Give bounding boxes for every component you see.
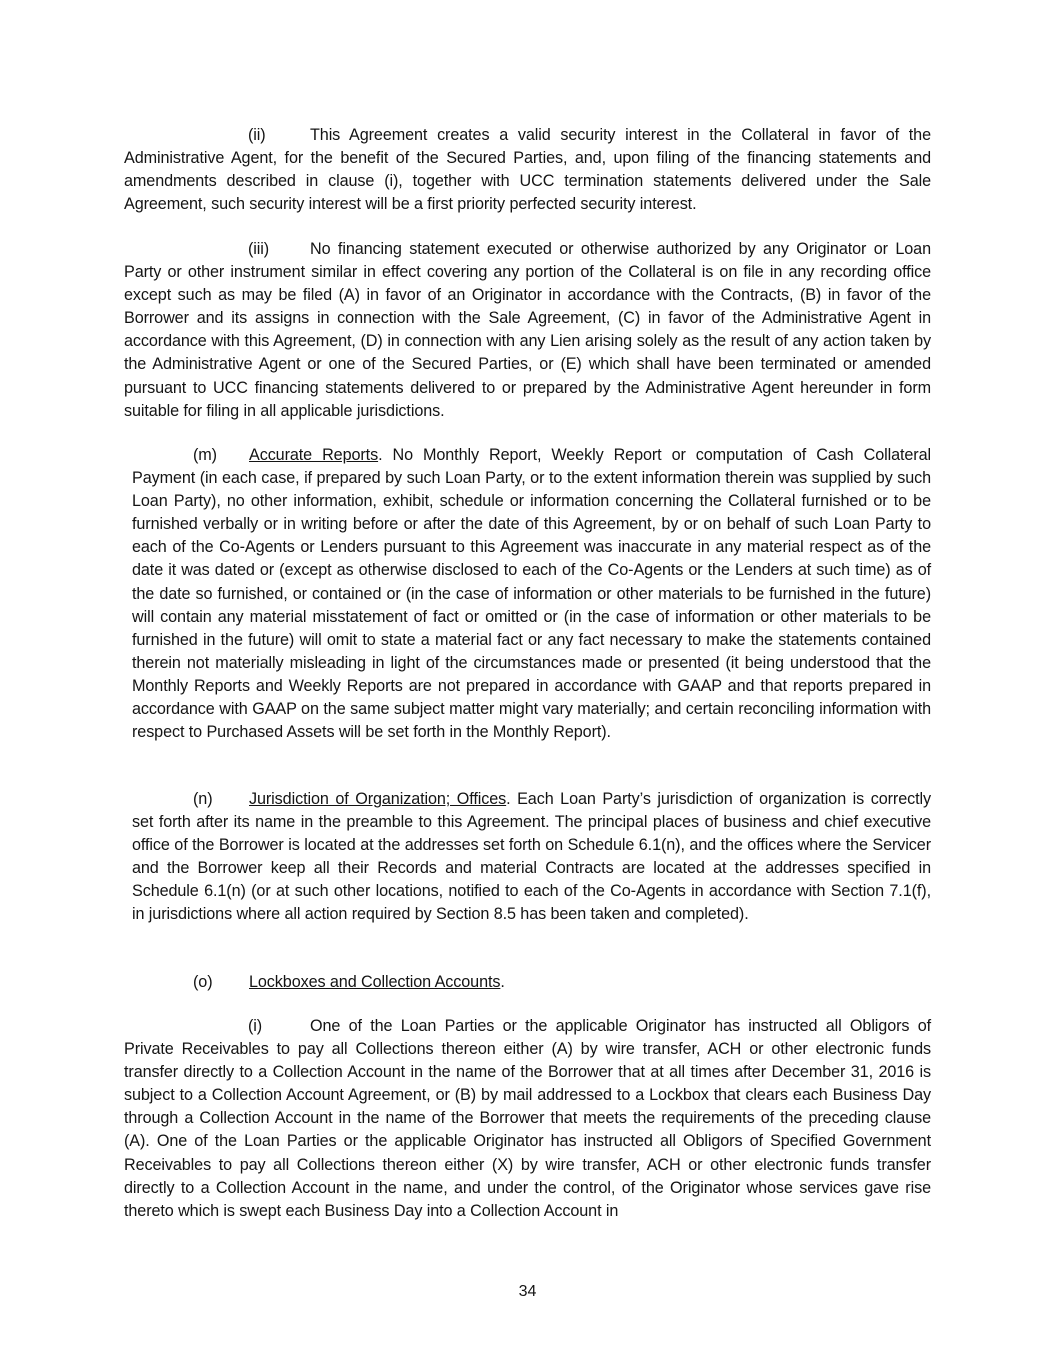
section-heading: Jurisdiction of Organization; Offices xyxy=(249,790,507,808)
paragraph-iii xyxy=(124,238,931,423)
paragraph-text: . xyxy=(500,973,505,991)
clause-number: (o) xyxy=(193,973,213,991)
clause-number: (i) xyxy=(248,1017,263,1035)
clause-number: (iii) xyxy=(248,240,270,258)
section-heading: Lockboxes and Collection Accounts xyxy=(249,973,501,991)
paragraph-n xyxy=(132,788,931,927)
paragraph-i xyxy=(124,1015,931,1223)
clause-number: (n) xyxy=(193,790,213,808)
paragraph-text: No financing statement executed or otherwise authorized by any Originator or Loan Party or other instrument similar in effect covering any portion of the Collateral is on file in any recording office except such as may be filed (A) in favor of an Originator in accordance with the Contracts, (B) in favor of the Borrower and its assigns in connection with the Sale Agreement, (C) in favor of the Administrative Agent in accordance with this Agreement, (D) in connection with any Lien arising solely as the result of any action taken by the Administrative Agent or one of the Secured Parties, or (E) which shall have been terminated or amended pursuant to UCC financing statements delivered to or prepared by the Administrative Agent hereunder in form suitable for filing in all applicable jurisdictions. xyxy=(124,240,931,420)
paragraph-text: One of the Loan Parties or the applicable Originator has instructed all Obligors of Private Receivables to pay all Collections thereon either (A) by wire transfer, ACH or other electronic funds transfer directly to a Collection Account in the name of the Borrower that at all times after December 31, 2016 is subject to a Collection Account Agreement, or (B) by mail addressed to a Lockbox that clears each Business Day through a Collection Account in the name of the Borrower that meets the requirements of the preceding clause (A). One of the Loan Parties or the applicable Originator has instructed all Obligors of Specified Government Receivables to pay all Collections thereon either (X) by wire transfer, ACH or other electronic funds transfer directly to a Collection Account in the name, and under the control, of the Originator whose services gave rise thereto which is swept each Business Day into a Collection Account in xyxy=(124,1017,931,1220)
paragraph-m xyxy=(132,444,931,744)
paragraph-text: . Each Loan Party’s jurisdiction of organization is correctly set forth after its name in the preamble to this Agreement. The principal places of business and chief executive office of the Borrower is located at the addresses set forth on Schedule 6.1(n), and the offices where the Servicer and the Borrower keep all their Records and material Contracts are located at the addresses specified in Schedule 6.1(n) (or at such other locations, notified to each of the Co-Agents in accordance with Section 7.1(f), in jurisdictions where all action required by Section 8.5 has been taken and completed). xyxy=(132,790,931,924)
clause-number: (m) xyxy=(193,446,217,464)
paragraph-text: This Agreement creates a valid security interest in the Collateral in favor of the Administrative Agent, for the benefit of the Secured Parties, and, upon filing of the financing statements and amendments described in clause (i), together with UCC termination statements delivered under the Sale Agreement, such security interest will be a first priority perfected security interest. xyxy=(124,126,931,214)
paragraph-text: . No Monthly Report, Weekly Report or computation of Cash Collateral Payment (in each case, if prepared by such Loan Party, or to the extent information therein was supplied by such Loan Party), no other information, exhibit, schedule or information concerning the Collateral furnished or to be furnished verbally or in writing before or after the date of this Agreement, by or on behalf of such Loan Party to each of the Co-Agents or Lenders pursuant to this Agreement was inaccurate in any material respect as of the date it was dated or (except as otherwise disclosed to each of the Co-Agents or the Lenders at such time) as of the date so furnished, or contained or (in the case of information or other materials to be furnished in the future) will contain any material misstatement of fact or omitted or (in the case of information or other materials to be furnished in the future) will omit to state a material fact or any fact necessary to make the statements contained therein not materially misleading in light of the circumstances made or presented (it being understood that the Monthly Reports and Weekly Reports are not prepared in accordance with GAAP and that reports prepared in accordance with GAAP on the same subject matter might vary materially; and certain reconciling information with respect to Purchased Assets will be set forth in the Monthly Report). xyxy=(132,446,931,742)
section-heading: Accurate Reports xyxy=(249,446,379,464)
clause-number: (ii) xyxy=(248,126,266,144)
paragraph-ii xyxy=(124,124,931,216)
page-number: 34 xyxy=(518,1283,537,1300)
paragraph-o xyxy=(132,971,931,994)
